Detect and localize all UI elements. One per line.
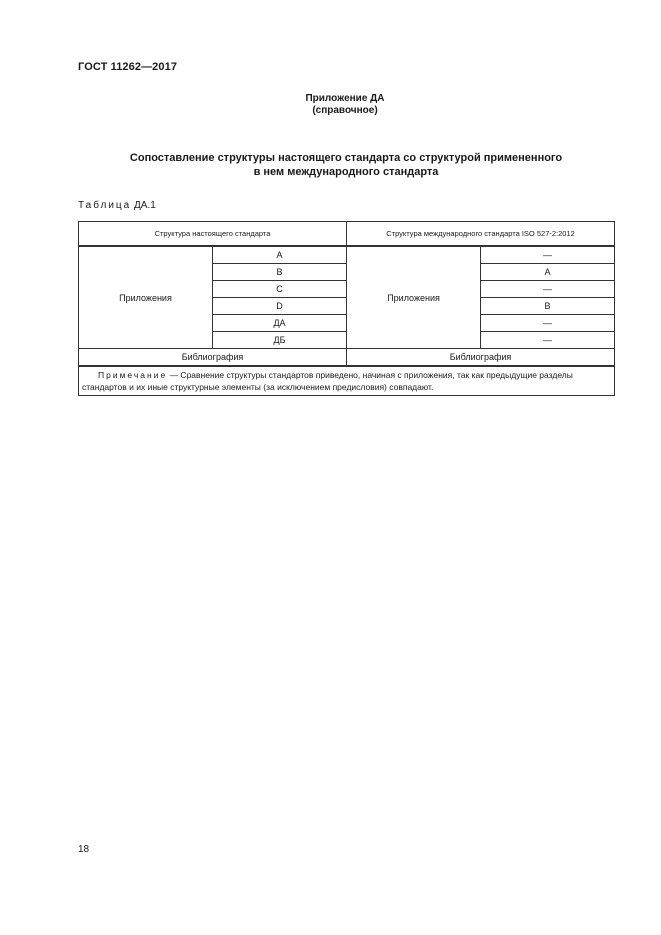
right-item: — xyxy=(481,315,615,332)
header-left: Структура настоящего стандарта xyxy=(79,222,347,247)
bibliography-row xyxy=(79,349,615,367)
right-item: — xyxy=(481,281,615,298)
right-item: В xyxy=(481,298,615,315)
note-label: Примечание xyxy=(98,370,168,380)
table-caption xyxy=(78,200,156,211)
right-item: А xyxy=(481,264,615,281)
left-item: В xyxy=(213,264,347,281)
annex-main-title xyxy=(78,151,614,179)
table-caption-number: ДА.1 xyxy=(134,200,156,211)
table-header-row xyxy=(79,222,615,247)
left-item: D xyxy=(213,298,347,315)
table-caption-label: Таблица xyxy=(78,200,132,211)
left-group-label: Приложения xyxy=(79,246,213,349)
right-item: — xyxy=(481,332,615,349)
annex-heading xyxy=(0,93,661,117)
note-text: — Сравнение структуры стандартов приведено, начиная с приложения, так как предыдущие разделы стандартов и их иные структурные элементы (за исключением предисловия) совпадают. xyxy=(82,370,573,392)
left-item: ДБ xyxy=(213,332,347,349)
right-item: — xyxy=(481,246,615,264)
comparison-table xyxy=(78,221,615,396)
title-line-2: в нем международного стандарта xyxy=(253,166,439,178)
header-right: Структура международного стандарта ISO 527-2:2012 xyxy=(347,222,615,247)
table-row xyxy=(79,246,615,264)
right-group-label: Приложения xyxy=(347,246,481,349)
bibliography-right: Библиография xyxy=(347,349,615,367)
left-item: А xyxy=(213,246,347,264)
page-number: 18 xyxy=(78,844,90,855)
bibliography-left: Библиография xyxy=(79,349,347,367)
document-code: ГОСТ 11262—2017 xyxy=(78,61,178,73)
annex-type: (справочное) xyxy=(312,105,378,116)
left-item: С xyxy=(213,281,347,298)
title-line-1: Сопоставление структуры настоящего стандарта со структурой примененного xyxy=(129,152,563,164)
left-item: ДА xyxy=(213,315,347,332)
note-row xyxy=(79,366,615,396)
table-note xyxy=(79,366,615,396)
annex-title: Приложение ДА xyxy=(305,93,385,104)
